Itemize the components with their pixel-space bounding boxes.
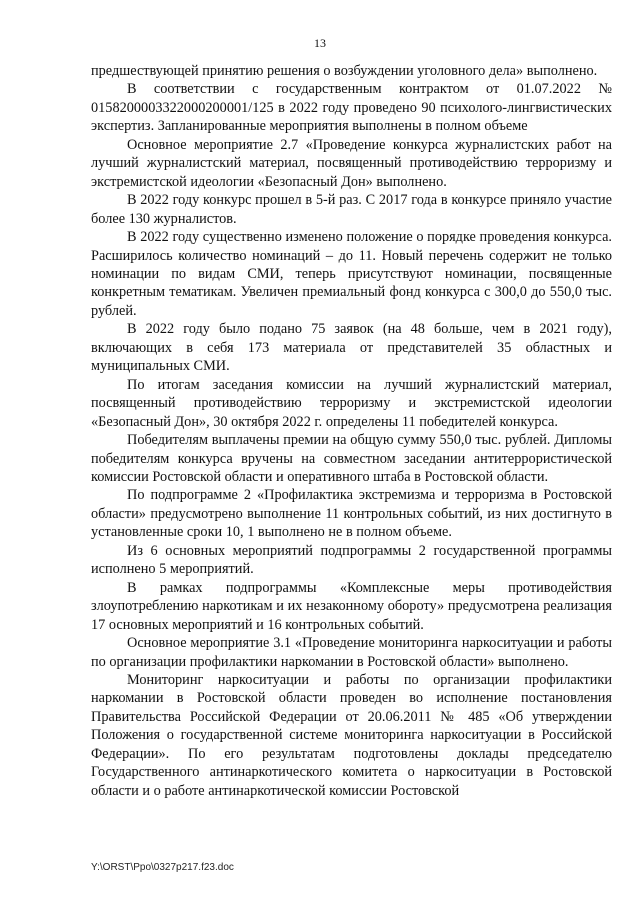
paragraph-drug-monitoring: Мониторинг наркоситуации и работы по организации профилактики наркомании в Ростовской области проведен во исполнение постановления Правительства Российской Федерации от 20.06.2011 № 485 «Об утверждении Положения о государственной системе мониторинга наркоситуации в Российской Федерации». По его результатам подготовлены доклады председателю Государственного антинаркотического комитета о наркоситуации в Ростовской области и о работе антинаркотической комиссии Ростовской	[91, 671, 612, 799]
paragraph-contest-rules: В 2022 году существенно изменено положение о порядке проведения конкурса. Расширилось количество номинаций – до 11. Новый перечень содержит не только номинации по видам СМИ, теперь присутствуют номинации, посвященные конкретным тематикам. Увеличен премиальный фонд конкурса с 300,0 до 550,0 тыс. рублей.	[91, 229, 612, 319]
paragraph-continuation: предшествующей принятию решения о возбуждении уголовного дела» выполнено.	[91, 63, 598, 79]
paragraph-event-3-1: Основное мероприятие 3.1 «Проведение мониторинга наркоситуации и работы по организации профилактики наркомании в Ростовской области» выполнено.	[91, 635, 612, 670]
page-number: 13	[314, 36, 326, 50]
paragraph-subprogram-2: По подпрограмме 2 «Профилактика экстремизма и терроризма в Ростовской области» предусмотрено выполнение 11 контрольных событий, из них достигнуто в установленные сроки 10, 1 выполнено не в полном объеме.	[91, 487, 612, 541]
paragraph-prizes: Победителям выплачены премии на общую сумму 550,0 тыс. рублей. Дипломы победителям конкурса вручены на совместном заседании антитеррористической комиссии Ростовской области и оперативного штаба в Ростовской области.	[91, 432, 612, 485]
paragraph-applications: В 2022 году было подано 75 заявок (на 48 больше, чем в 2021 году), включающих в себя 173 материала от представителей 35 областных и муниципальных СМИ.	[91, 321, 612, 375]
document-body	[91, 62, 612, 800]
paragraph-state-contract: В соответствии с государственным контрактом от 01.07.2022 № 0158200003322000200001/125 в 2022 году проведено 90 психолого-лингвистических экспертиз. Запланированные мероприятия выполнены в полном объеме	[91, 81, 612, 135]
paragraph-subprogram-2-events: Из 6 основных мероприятий подпрограммы 2 государственной программы исполнено 5 мероприятий.	[91, 542, 612, 578]
paragraph-drug-subprogram: В рамках подпрограммы «Комплексные меры противодействия злоупотреблению наркотикам и их незаконному обороту» предусмотрена реализация 17 основных мероприятий и 16 контрольных событий.	[91, 579, 612, 633]
paragraph-event-2-7: Основное мероприятие 2.7 «Проведение конкурса журналистских работ на лучший журналистский материал, посвященный противодействию терроризму и экстремистской идеологии «Безопасный Дон» выполнено.	[91, 136, 612, 190]
paragraph-contest-2022: В 2022 году конкурс прошел в 5-й раз. С 2017 года в конкурсе приняло участие более 130 журналистов.	[91, 192, 612, 227]
paragraph-commission-results: По итогам заседания комиссии на лучший журналистский материал, посвященный противодействию терроризму и экстремистской идеологии «Безопасный Дон», 30 октября 2022 г. определены 11 победителей конкурса.	[91, 376, 612, 430]
footer-file-path: Y:\ORST\Ppo\0327p217.f23.doc	[91, 862, 234, 873]
